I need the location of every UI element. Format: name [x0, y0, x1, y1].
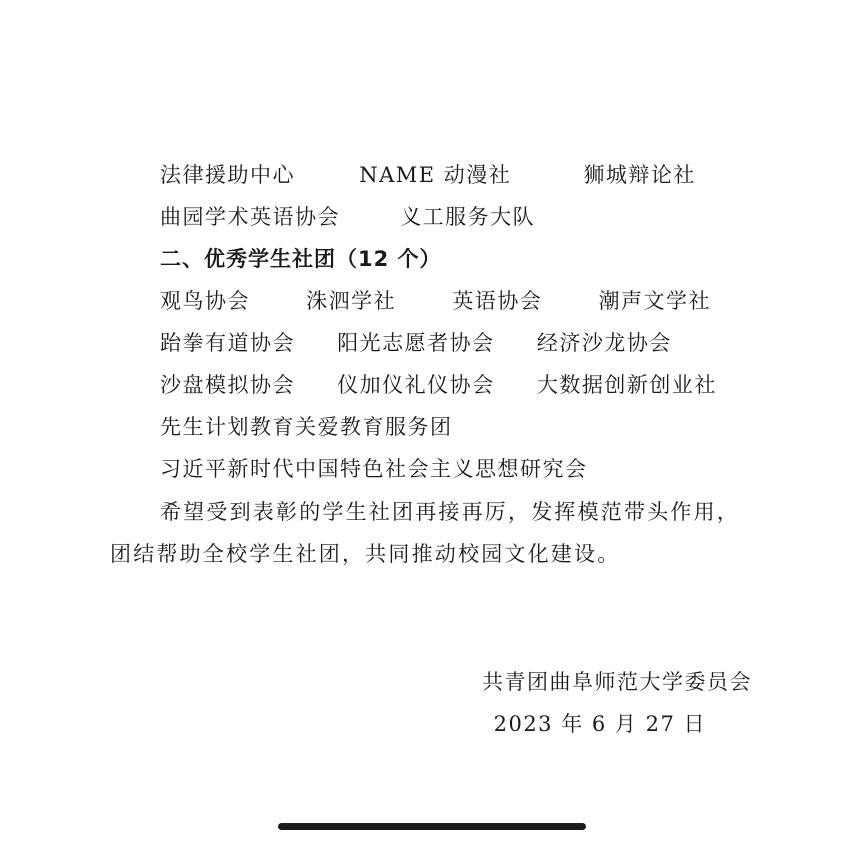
home-indicator-bar[interactable] — [278, 823, 586, 830]
club-name: 大数据创新创业社 — [536, 373, 717, 397]
signature-date: 2023 年 6 月 27 日 — [493, 712, 706, 736]
club-name: 观鸟协会 — [160, 289, 250, 313]
club-name: 习近平新时代中国特色社会主义思想研究会 — [160, 457, 588, 481]
club-list-row — [160, 328, 672, 358]
club-name: 潮声文学社 — [598, 289, 712, 313]
club-name: 跆拳有道协会 — [160, 331, 295, 355]
club-name: 英语协会 — [452, 289, 543, 313]
club-name: 法律援助中心 — [160, 163, 295, 187]
club-name: 义工服务大队 — [400, 205, 536, 229]
club-name: 阳光志愿者协会 — [337, 331, 495, 355]
club-name: 先生计划教育关爱教育服务团 — [160, 415, 453, 439]
club-name: 曲园学术英语协会 — [160, 205, 340, 229]
club-name: 沙盘模拟协会 — [160, 373, 295, 397]
signature-org: 共青团曲阜师范大学委员会 — [482, 670, 752, 694]
club-list-row — [160, 286, 711, 316]
club-name: NAME 动漫社 — [359, 163, 512, 187]
club-list-row — [160, 370, 717, 400]
club-list-row — [160, 160, 696, 190]
section-heading: 二、优秀学生社团（12 个） — [160, 247, 442, 271]
club-list-row — [160, 454, 588, 484]
club-name: 狮城辩论社 — [583, 163, 696, 187]
club-name: 经济沙龙协会 — [536, 331, 672, 355]
club-list-row — [160, 202, 535, 232]
closing-paragraph: 希望受到表彰的学生社团再接再厉，发挥模范带头作用，团结帮助全校学生社团，共同推动校园文化建设。 — [110, 500, 740, 566]
club-list-row — [160, 412, 453, 442]
club-name: 洙泗学社 — [306, 289, 397, 313]
club-name: 仪加仪礼仪协会 — [337, 373, 495, 397]
